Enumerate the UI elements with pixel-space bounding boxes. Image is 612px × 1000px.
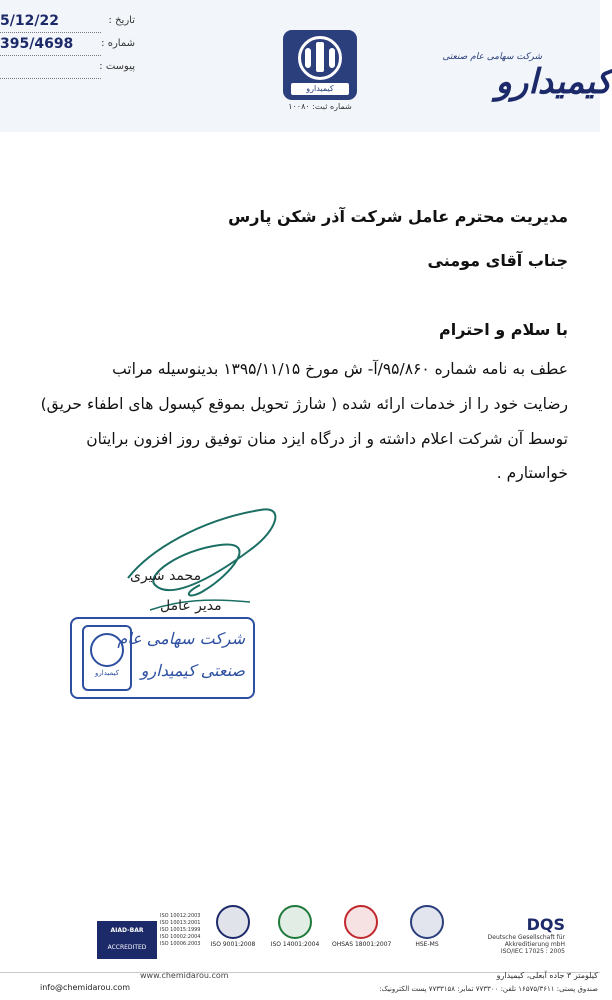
aiad-standard: ISO 10002:2004 — [160, 934, 201, 940]
aiad-standards-list — [160, 913, 201, 948]
registration-number: شماره ثبت: ۱۰۰۸۰ — [288, 102, 352, 111]
number-value: 395/4698 — [0, 36, 74, 52]
greeting: با سلام و احترام — [439, 320, 568, 339]
date-row — [0, 12, 135, 34]
aiad-standard: ISO 10006:2003 — [160, 941, 201, 947]
recipient-line-1: مدیریت محترم عامل شرکت آذر شکن پارس — [228, 207, 568, 226]
footer-email[interactable]: info@chemidarou.com — [40, 983, 131, 992]
cert-label: ISO 9001:2008 — [210, 941, 256, 948]
dqs-accreditation — [455, 915, 565, 955]
aiad-standard: ISO 10012:2003 — [160, 913, 201, 919]
body-line-2: رضایت خود را از خدمات ارائه شده ( شارژ تحویل بموقع کپسول های اطفاء حریق) — [40, 395, 568, 413]
footer-contact: صندوق پستی: ۱۶۵۷۵/۳۶۱۱ تلفن: ۷۷۳۳۰۰ تمابر: ۷۷۳۳۱۵۸ پست الکترونیک: — [379, 985, 598, 993]
company-logo — [282, 30, 358, 110]
cert-label: ISO 14001:2004 — [270, 941, 320, 948]
aiad-name: AIAD-BAR — [110, 927, 144, 934]
cert-iso9001 — [208, 905, 258, 948]
dqs-standard: ISO/IEC 17025 : 2005 — [500, 948, 565, 955]
letter-meta-fields — [0, 12, 135, 81]
footer-website[interactable]: www.chemidarou.com — [140, 971, 229, 980]
cert-iso14001-icon — [278, 905, 312, 939]
number-label: شماره : — [101, 38, 135, 49]
stamp-logo-word: کیمیدارو — [95, 669, 119, 677]
recipient-line-2: جناب آقای مومنی — [427, 251, 568, 270]
body-line-4: خواستارم . — [496, 464, 568, 482]
number-row — [0, 35, 135, 57]
company-name: کیمیدارو — [495, 62, 612, 102]
dqs-name: DQS — [526, 915, 565, 934]
attachment-row — [0, 58, 135, 80]
aiad-badge — [97, 921, 157, 959]
cert-label: HSE-MS — [415, 941, 439, 948]
cert-iso14001 — [270, 905, 320, 948]
stamp-line-2: صنعتی کیمیدارو — [140, 661, 245, 680]
logo-icon — [283, 30, 357, 100]
attachment-underline — [0, 78, 101, 79]
aiad-sub: ACCREDITED — [107, 944, 147, 951]
number-underline — [0, 55, 101, 56]
footer-address: کیلومتر ۳ جاده آبعلی، کیمیدارو — [496, 971, 598, 980]
stamp-line-1: شرکت سهامی عام — [117, 629, 245, 648]
company-brand — [442, 52, 612, 102]
cert-ohsas — [332, 905, 390, 948]
aiad-standard: ISO 10015:1999 — [160, 927, 201, 933]
date-underline — [0, 32, 101, 33]
attachment-label: پیوست : — [99, 61, 135, 72]
cert-iso9001-icon — [216, 905, 250, 939]
cert-ohsas-icon — [344, 905, 378, 939]
aiad-standard: ISO 10013:2001 — [160, 920, 201, 926]
company-subtitle: شرکت سهامی عام صنعتی — [442, 52, 542, 62]
date-label: تاریخ : — [108, 15, 135, 26]
dqs-caption: Deutsche Gesellschaft für Akkreditierung mbH — [487, 934, 565, 948]
cert-hse-icon — [410, 905, 444, 939]
cert-label: OHSAS 18001:2007 — [332, 941, 392, 948]
letterhead-footer — [0, 905, 600, 1000]
body-line-1: عطف به نامه شماره ۹۵/۸۶۰/آ- ش مورخ ۱۳۹۵/۱۱/۱۵ بدینوسیله مراتب — [112, 360, 568, 378]
logo-wordmark: کیمیدارو — [291, 83, 349, 95]
date-value: 5/12/22 — [0, 13, 59, 29]
company-stamp — [70, 617, 255, 699]
signer-name: محمد شیری — [130, 568, 202, 584]
signer-title: مدیر عامل — [160, 598, 222, 614]
body-line-3: توسط آن شرکت اعلام داشته و از درگاه ایزد منان توفیق روز افزون برایتان — [86, 430, 568, 448]
cert-hse — [403, 905, 451, 948]
